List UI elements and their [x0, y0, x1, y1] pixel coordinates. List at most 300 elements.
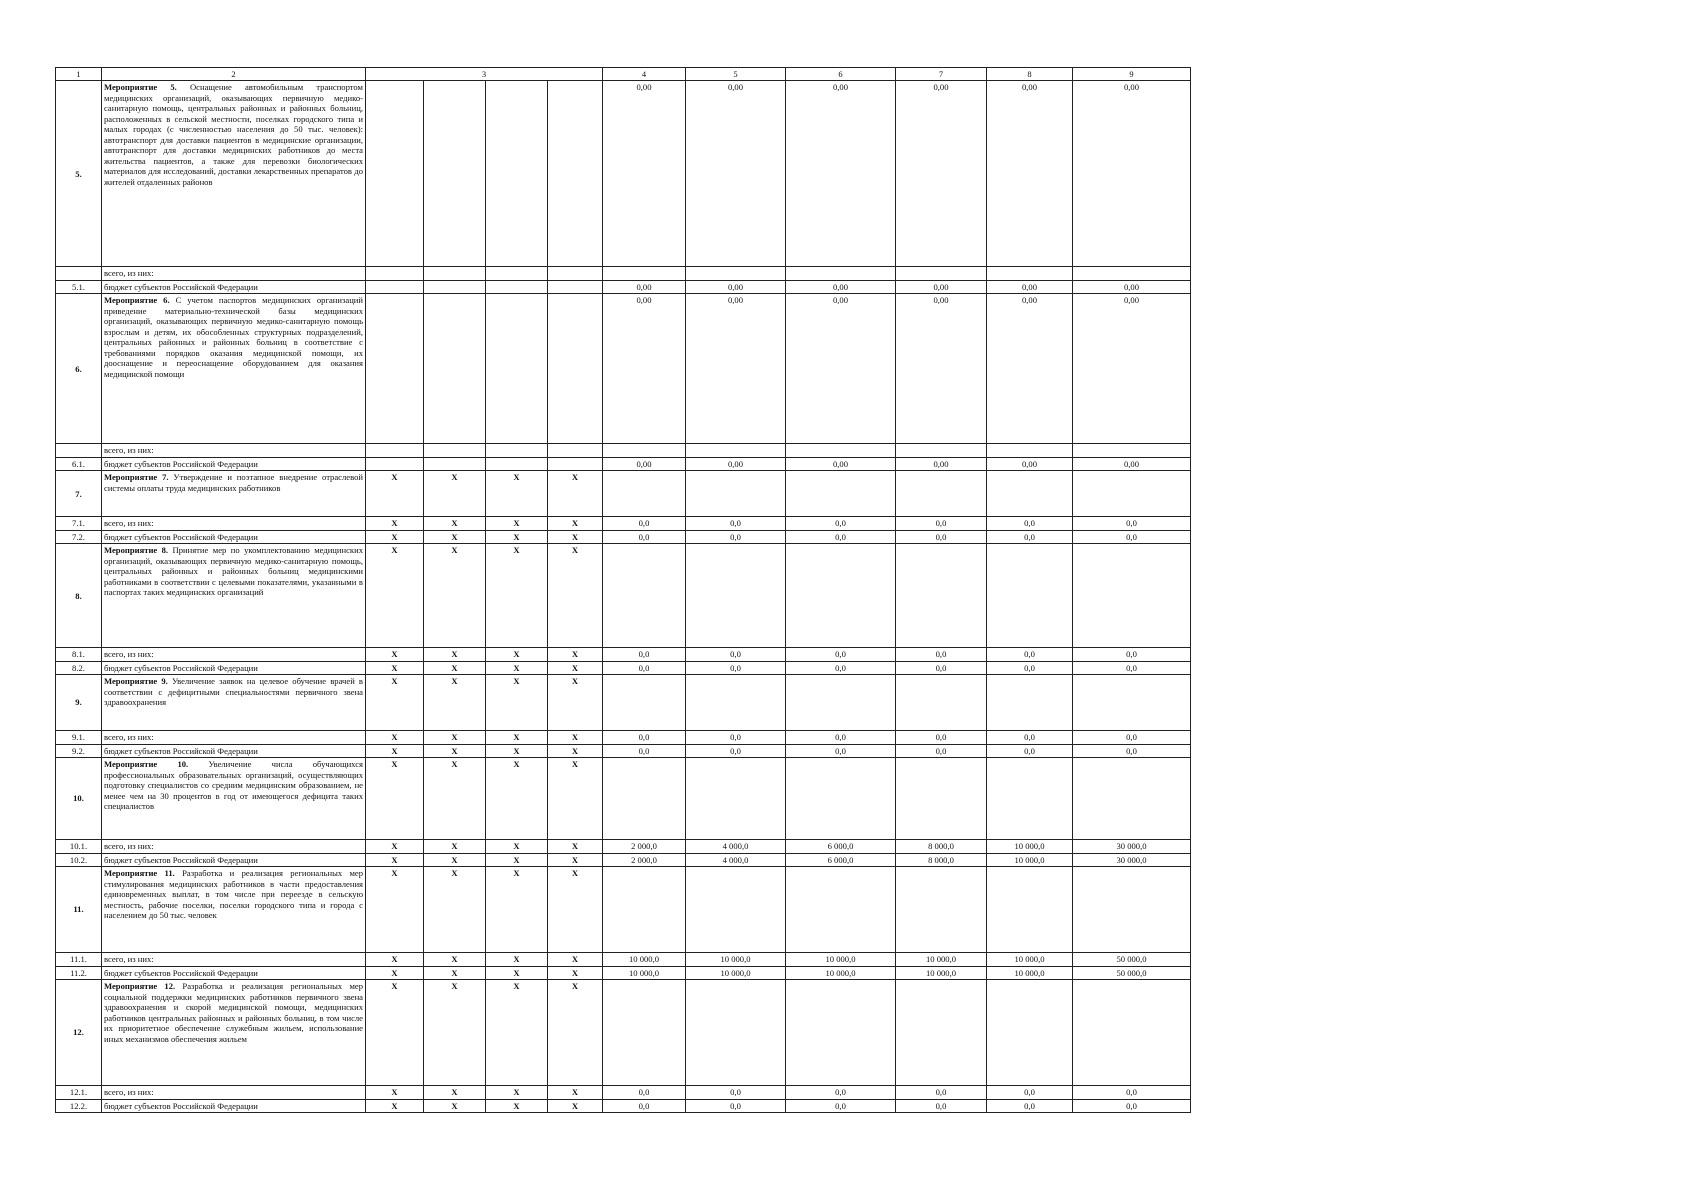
row-description: всего, из них:: [102, 267, 366, 280]
value-cell: 0,00: [987, 457, 1073, 470]
value-cell: 0,0: [987, 517, 1073, 530]
value-cell: [987, 544, 1073, 648]
value-cell: 0,00: [686, 81, 786, 267]
value-cell: 10 000,0: [603, 953, 686, 966]
x-mark-cell: X: [548, 1099, 603, 1112]
sub-row: [56, 444, 1191, 457]
measure-text: Оснащение автомобильным транспортом медицинских организаций, оказывающих первичную медико-санитарную помощь, центральных районных и районных больниц, расположенных в сельской местности, поселках городского типа и малых городах (с численностью населения до 50 тыс. человек): автотранспорт для доставки пациентов в медицинские организации, автотранспорт для доставки медицинских работников до места жительства пациентов, а также для перевозки биологических материалов для исследований, доставки лекарственных препаратов до жителей отдаленных районов: [104, 82, 363, 187]
measure-text: С учетом паспортов медицинских организаций приведение материально-технической базы медицинских организаций, оказывающих первичную медико-санитарную помощь взрослым и детям, их обособленных структурных подразделений, центральных районных и районных больниц в соответствие с требованиями порядков оказания медицинской помощи, их дооснащение и переоснащение оборудованием для оказания медицинской помощи: [104, 295, 363, 379]
row-description: бюджет субъектов Российской Федерации: [102, 457, 366, 470]
measure-row: [56, 294, 1191, 444]
value-cell: 6 000,0: [786, 853, 896, 866]
value-cell: 0,00: [786, 294, 896, 444]
value-cell: [896, 544, 987, 648]
row-number: 12.1.: [56, 1086, 102, 1099]
header-cell: 9: [1073, 68, 1191, 81]
x-mark-cell: X: [424, 744, 486, 757]
x-mark-cell: [548, 444, 603, 457]
x-mark-cell: X: [486, 744, 548, 757]
value-cell: 0,0: [896, 648, 987, 661]
x-mark-cell: X: [548, 675, 603, 731]
x-mark-cell: [548, 294, 603, 444]
value-cell: 0,0: [603, 661, 686, 674]
value-cell: 0,00: [896, 294, 987, 444]
value-cell: [1073, 444, 1191, 457]
value-cell: 10 000,0: [987, 953, 1073, 966]
value-cell: [896, 758, 987, 840]
value-cell: 0,0: [686, 648, 786, 661]
x-mark-cell: X: [424, 1099, 486, 1112]
measure-row: [56, 81, 1191, 267]
row-number: 6.: [56, 294, 102, 444]
value-cell: [786, 980, 896, 1086]
x-mark-cell: [486, 267, 548, 280]
x-mark-cell: X: [548, 953, 603, 966]
value-cell: 0,00: [987, 81, 1073, 267]
x-mark-cell: X: [366, 648, 424, 661]
value-cell: [603, 471, 686, 517]
x-mark-cell: X: [366, 1099, 424, 1112]
value-cell: [896, 471, 987, 517]
value-cell: 8 000,0: [896, 853, 987, 866]
x-mark-cell: X: [366, 840, 424, 853]
x-mark-cell: X: [548, 980, 603, 1086]
sub-row: [56, 648, 1191, 661]
x-mark-cell: [366, 444, 424, 457]
value-cell: 50 000,0: [1073, 953, 1191, 966]
x-mark-cell: X: [486, 953, 548, 966]
x-mark-cell: [548, 81, 603, 267]
x-mark-cell: X: [486, 840, 548, 853]
value-cell: 0,0: [786, 1086, 896, 1099]
x-mark-cell: [424, 280, 486, 293]
x-mark-cell: X: [366, 1086, 424, 1099]
x-mark-cell: X: [486, 853, 548, 866]
value-cell: 0,0: [603, 1099, 686, 1112]
x-mark-cell: X: [486, 758, 548, 840]
measure-text: Принятие мер по укомплектованию медицинских организаций, оказывающих первичную медико-санитарную помощь, центральных районных и районных больниц медицинскими работниками в соответствии с целевыми показателями, указанными в паспортах таких медицинских организаций: [104, 545, 363, 598]
row-number: 7.1.: [56, 517, 102, 530]
value-cell: 10 000,0: [987, 853, 1073, 866]
value-cell: [786, 544, 896, 648]
measure-row: [56, 758, 1191, 840]
measure-row: [56, 675, 1191, 731]
value-cell: [686, 980, 786, 1086]
table-body: [56, 68, 1191, 1113]
sub-row: [56, 966, 1191, 979]
row-number: 10.1.: [56, 840, 102, 853]
value-cell: 2 000,0: [603, 840, 686, 853]
x-mark-cell: X: [486, 731, 548, 744]
measure-row: [56, 867, 1191, 953]
value-cell: 0,0: [896, 661, 987, 674]
row-number: 10.: [56, 758, 102, 840]
x-mark-cell: X: [486, 530, 548, 543]
x-mark-cell: [486, 457, 548, 470]
header-cell: 2: [102, 68, 366, 81]
value-cell: [686, 867, 786, 953]
x-mark-cell: X: [486, 867, 548, 953]
value-cell: 0,0: [987, 661, 1073, 674]
value-cell: 0,0: [987, 648, 1073, 661]
x-mark-cell: X: [366, 661, 424, 674]
x-mark-cell: [548, 457, 603, 470]
x-mark-cell: [486, 444, 548, 457]
measure-title: Мероприятие 5.: [104, 82, 177, 93]
x-mark-cell: [366, 280, 424, 293]
value-cell: 0,0: [987, 731, 1073, 744]
value-cell: 0,00: [1073, 294, 1191, 444]
x-mark-cell: X: [366, 675, 424, 731]
value-cell: 0,0: [603, 744, 686, 757]
x-mark-cell: X: [548, 544, 603, 648]
value-cell: 0,00: [896, 457, 987, 470]
x-mark-cell: [486, 280, 548, 293]
value-cell: [987, 867, 1073, 953]
header-cell: 8: [987, 68, 1073, 81]
value-cell: [896, 867, 987, 953]
sub-row: [56, 1099, 1191, 1112]
x-mark-cell: X: [486, 544, 548, 648]
measure-text: Увеличение числа обучающихся профессиональных образовательных организаций, осуществляющих подготовку специалистов со средним медицинским образованием, не менее чем на 30 процентов в год от имеющегося дефицита таких специалистов: [104, 759, 363, 812]
value-cell: 4 000,0: [686, 853, 786, 866]
value-cell: 0,0: [603, 731, 686, 744]
value-cell: 0,0: [786, 648, 896, 661]
x-mark-cell: X: [366, 966, 424, 979]
value-cell: 10 000,0: [987, 966, 1073, 979]
row-number: 10.2.: [56, 853, 102, 866]
row-description: [102, 471, 366, 517]
value-cell: 4 000,0: [686, 840, 786, 853]
value-cell: 0,0: [603, 517, 686, 530]
value-cell: [987, 980, 1073, 1086]
value-cell: 50 000,0: [1073, 966, 1191, 979]
value-cell: [686, 675, 786, 731]
value-cell: 0,0: [686, 1099, 786, 1112]
value-cell: 0,0: [686, 731, 786, 744]
value-cell: 0,0: [896, 731, 987, 744]
x-mark-cell: [548, 267, 603, 280]
x-mark-cell: X: [424, 471, 486, 517]
value-cell: 0,0: [896, 517, 987, 530]
value-cell: 0,0: [896, 744, 987, 757]
x-mark-cell: X: [548, 648, 603, 661]
value-cell: [1073, 471, 1191, 517]
header-cell: 5: [686, 68, 786, 81]
measure-title: Мероприятие 12.: [104, 981, 176, 992]
x-mark-cell: X: [424, 731, 486, 744]
row-number: 7.: [56, 471, 102, 517]
x-mark-cell: X: [424, 953, 486, 966]
row-number: 11.1.: [56, 953, 102, 966]
row-description: бюджет субъектов Российской Федерации: [102, 1099, 366, 1112]
value-cell: 0,0: [786, 744, 896, 757]
header-row: [56, 68, 1191, 81]
row-number: 9.2.: [56, 744, 102, 757]
x-mark-cell: X: [486, 1086, 548, 1099]
row-number: 7.2.: [56, 530, 102, 543]
value-cell: 8 000,0: [896, 840, 987, 853]
value-cell: [603, 675, 686, 731]
x-mark-cell: X: [548, 731, 603, 744]
row-number: 8.2.: [56, 661, 102, 674]
value-cell: [1073, 758, 1191, 840]
x-mark-cell: X: [548, 840, 603, 853]
row-description: бюджет субъектов Российской Федерации: [102, 744, 366, 757]
x-mark-cell: X: [548, 517, 603, 530]
value-cell: 10 000,0: [603, 966, 686, 979]
value-cell: [603, 867, 686, 953]
x-mark-cell: X: [366, 517, 424, 530]
value-cell: 10 000,0: [786, 966, 896, 979]
value-cell: 0,0: [786, 731, 896, 744]
value-cell: [603, 758, 686, 840]
value-cell: 0,0: [603, 1086, 686, 1099]
measure-row: [56, 544, 1191, 648]
row-number: 12.: [56, 980, 102, 1086]
value-cell: 0,0: [786, 661, 896, 674]
value-cell: [987, 444, 1073, 457]
sub-row: [56, 840, 1191, 853]
measure-text: Разработка и реализация региональных мер стимулирования медицинских работников в части предоставления единовременных выплат, в том числе при переезде в сельскую местность, рабочие поселки, поселки городского типа и города с населением до 50 тыс. человек: [104, 868, 364, 921]
x-mark-cell: X: [548, 530, 603, 543]
row-description: бюджет субъектов Российской Федерации: [102, 280, 366, 293]
value-cell: 10 000,0: [786, 953, 896, 966]
measure-text: Утверждение и поэтапное внедрение отраслевой системы оплаты труда медицинских работников: [104, 472, 363, 493]
value-cell: [603, 444, 686, 457]
value-cell: 0,0: [987, 1099, 1073, 1112]
value-cell: [786, 675, 896, 731]
value-cell: [686, 471, 786, 517]
value-cell: 10 000,0: [896, 953, 987, 966]
row-number: 8.: [56, 544, 102, 648]
sub-row: [56, 517, 1191, 530]
x-mark-cell: [424, 294, 486, 444]
value-cell: 0,0: [1073, 1099, 1191, 1112]
row-description: всего, из них:: [102, 1086, 366, 1099]
x-mark-cell: X: [424, 648, 486, 661]
row-description: всего, из них:: [102, 517, 366, 530]
value-cell: [896, 444, 987, 457]
measure-text: Увеличение заявок на целевое обучение врачей в соответствии с дефицитными специальностями первичного звена здравоохранения: [104, 676, 363, 708]
row-number: 9.1.: [56, 731, 102, 744]
measure-text: Разработка и реализация региональных мер социальной поддержки медицинских работников первичного звена здравоохранения и скорой медицинской помощи, медицинских работников центральных районных и районных больниц, в том числе их приоритетное обеспечение служебным жильем, использование иных механизмов обеспечения жильем: [104, 981, 363, 1044]
value-cell: 0,0: [686, 1086, 786, 1099]
value-cell: [686, 267, 786, 280]
row-number: [56, 444, 102, 457]
row-number: 6.1.: [56, 457, 102, 470]
header-cell: 1: [56, 68, 102, 81]
x-mark-cell: X: [366, 758, 424, 840]
value-cell: 0,0: [1073, 517, 1191, 530]
value-cell: 0,0: [686, 530, 786, 543]
x-mark-cell: [486, 81, 548, 267]
row-description: [102, 544, 366, 648]
x-mark-cell: X: [424, 517, 486, 530]
row-description: всего, из них:: [102, 648, 366, 661]
value-cell: [1073, 980, 1191, 1086]
value-cell: 0,00: [786, 81, 896, 267]
header-cell: 3: [366, 68, 603, 81]
row-number: 5.: [56, 81, 102, 267]
value-cell: [786, 758, 896, 840]
x-mark-cell: X: [424, 980, 486, 1086]
sub-row: [56, 744, 1191, 757]
x-mark-cell: X: [366, 731, 424, 744]
x-mark-cell: X: [486, 675, 548, 731]
value-cell: [1073, 675, 1191, 731]
value-cell: 0,00: [686, 280, 786, 293]
measure-title: Мероприятие 9.: [104, 676, 168, 687]
x-mark-cell: X: [366, 544, 424, 648]
value-cell: 0,0: [1073, 661, 1191, 674]
value-cell: 0,00: [686, 294, 786, 444]
x-mark-cell: [366, 457, 424, 470]
value-cell: 0,0: [896, 530, 987, 543]
x-mark-cell: X: [548, 471, 603, 517]
value-cell: 0,00: [786, 457, 896, 470]
value-cell: 0,0: [1073, 1086, 1191, 1099]
x-mark-cell: [486, 294, 548, 444]
row-number: 8.1.: [56, 648, 102, 661]
x-mark-cell: X: [548, 744, 603, 757]
value-cell: 0,0: [896, 1086, 987, 1099]
x-mark-cell: X: [548, 853, 603, 866]
value-cell: [987, 471, 1073, 517]
sub-row: [56, 1086, 1191, 1099]
x-mark-cell: X: [424, 544, 486, 648]
header-cell: 7: [896, 68, 987, 81]
sub-row: [56, 731, 1191, 744]
x-mark-cell: X: [548, 661, 603, 674]
value-cell: 0,0: [786, 530, 896, 543]
value-cell: 0,0: [896, 1099, 987, 1112]
value-cell: [987, 675, 1073, 731]
value-cell: 0,0: [786, 1099, 896, 1112]
row-description: [102, 758, 366, 840]
row-description: всего, из них:: [102, 731, 366, 744]
x-mark-cell: X: [424, 661, 486, 674]
x-mark-cell: X: [424, 530, 486, 543]
value-cell: 0,0: [1073, 648, 1191, 661]
row-number: 5.1.: [56, 280, 102, 293]
x-mark-cell: X: [548, 758, 603, 840]
x-mark-cell: [548, 280, 603, 293]
x-mark-cell: X: [366, 980, 424, 1086]
sub-row: [56, 280, 1191, 293]
row-description: всего, из них:: [102, 840, 366, 853]
value-cell: [603, 980, 686, 1086]
financing-table: [55, 67, 1191, 1113]
value-cell: 0,0: [786, 517, 896, 530]
value-cell: [786, 444, 896, 457]
x-mark-cell: X: [548, 867, 603, 953]
value-cell: [603, 267, 686, 280]
value-cell: 0,00: [1073, 457, 1191, 470]
value-cell: 0,0: [1073, 731, 1191, 744]
measure-title: Мероприятие 11.: [104, 868, 175, 879]
row-number: [56, 267, 102, 280]
measure-title: Мероприятие 10.: [104, 759, 189, 770]
value-cell: 0,00: [686, 457, 786, 470]
x-mark-cell: X: [366, 744, 424, 757]
row-description: [102, 675, 366, 731]
x-mark-cell: X: [366, 867, 424, 953]
row-description: бюджет субъектов Российской Федерации: [102, 661, 366, 674]
x-mark-cell: X: [486, 1099, 548, 1112]
row-description: [102, 81, 366, 267]
x-mark-cell: X: [366, 530, 424, 543]
x-mark-cell: X: [424, 758, 486, 840]
value-cell: [786, 471, 896, 517]
x-mark-cell: X: [366, 853, 424, 866]
value-cell: 10 000,0: [987, 840, 1073, 853]
row-description: бюджет субъектов Российской Федерации: [102, 966, 366, 979]
x-mark-cell: [424, 457, 486, 470]
value-cell: 0,0: [603, 530, 686, 543]
value-cell: 0,0: [1073, 744, 1191, 757]
value-cell: 10 000,0: [686, 953, 786, 966]
value-cell: 0,00: [603, 294, 686, 444]
x-mark-cell: X: [486, 471, 548, 517]
measure-row: [56, 980, 1191, 1086]
value-cell: [1073, 867, 1191, 953]
measure-title: Мероприятие 8.: [104, 545, 169, 556]
value-cell: 0,0: [686, 661, 786, 674]
value-cell: 0,0: [1073, 530, 1191, 543]
x-mark-cell: X: [548, 966, 603, 979]
sub-row: [56, 853, 1191, 866]
value-cell: [686, 444, 786, 457]
row-number: 11.: [56, 867, 102, 953]
value-cell: 0,00: [603, 457, 686, 470]
value-cell: [987, 758, 1073, 840]
value-cell: 0,00: [603, 81, 686, 267]
measure-row: [56, 471, 1191, 517]
value-cell: 6 000,0: [786, 840, 896, 853]
value-cell: 0,00: [1073, 81, 1191, 267]
sub-row: [56, 661, 1191, 674]
value-cell: 0,00: [1073, 280, 1191, 293]
x-mark-cell: X: [486, 966, 548, 979]
value-cell: [896, 675, 987, 731]
row-description: всего, из них:: [102, 444, 366, 457]
value-cell: 10 000,0: [686, 966, 786, 979]
value-cell: 0,0: [686, 744, 786, 757]
value-cell: 0,00: [987, 294, 1073, 444]
row-description: бюджет субъектов Российской Федерации: [102, 530, 366, 543]
value-cell: [896, 267, 987, 280]
row-number: 12.2.: [56, 1099, 102, 1112]
x-mark-cell: [366, 294, 424, 444]
value-cell: [1073, 544, 1191, 648]
x-mark-cell: X: [486, 661, 548, 674]
x-mark-cell: X: [366, 953, 424, 966]
value-cell: 0,0: [603, 648, 686, 661]
row-description: [102, 294, 366, 444]
value-cell: [603, 544, 686, 648]
value-cell: 0,0: [987, 530, 1073, 543]
value-cell: 10 000,0: [896, 966, 987, 979]
measure-title: Мероприятие 6.: [104, 295, 170, 306]
sub-row: [56, 953, 1191, 966]
sub-row: [56, 457, 1191, 470]
x-mark-cell: [424, 81, 486, 267]
value-cell: [786, 267, 896, 280]
value-cell: [686, 544, 786, 648]
x-mark-cell: X: [486, 517, 548, 530]
x-mark-cell: X: [424, 840, 486, 853]
